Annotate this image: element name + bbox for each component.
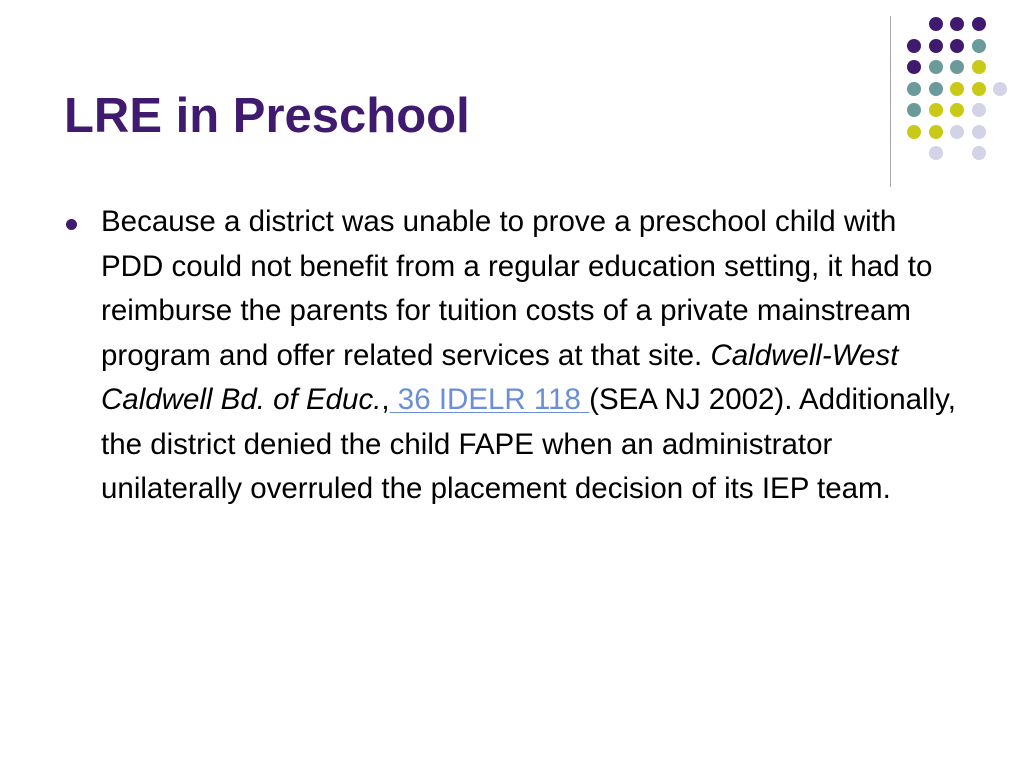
decorative-dot <box>929 103 943 117</box>
bullet-list <box>64 200 964 512</box>
decorative-dot <box>929 60 943 74</box>
decorative-dot <box>972 82 986 96</box>
decorative-dot <box>907 82 921 96</box>
decorative-dot <box>950 60 964 74</box>
decorative-dot <box>972 146 986 160</box>
case-comma: , <box>381 383 390 416</box>
decorative-dot <box>950 17 964 31</box>
decorative-dot <box>993 82 1007 96</box>
vertical-divider <box>890 16 891 187</box>
decorative-dot <box>950 39 964 53</box>
bullet-text-conclusion: (SEA NJ 2002). Additionally, the district denied the child FAPE when an administrator unilaterally overruled the placement decision of its IEP team. <box>101 383 956 505</box>
decorative-dot <box>907 39 921 53</box>
bullet-marker-icon <box>66 219 77 230</box>
decorative-dot <box>950 125 964 139</box>
decorative-dot <box>950 103 964 117</box>
bullet-item <box>64 200 964 512</box>
decorative-dot <box>929 125 943 139</box>
slide-title: LRE in Preschool <box>64 89 470 143</box>
citation-link[interactable]: 36 IDELR 118 <box>389 383 590 416</box>
decorative-dot <box>929 39 943 53</box>
decorative-dot <box>972 125 986 139</box>
decorative-dot <box>950 82 964 96</box>
decorative-dot <box>907 103 921 117</box>
decorative-dot <box>929 17 943 31</box>
decorative-dot <box>972 17 986 31</box>
bullet-text-intro: Because a district was unable to prove a preschool child with PDD could not benefit from a regular education setting, it had to reimburse the parents for tuition costs of a private mainstream program and offer related services at that site. <box>101 205 933 372</box>
decorative-dot <box>929 146 943 160</box>
decorative-dot <box>929 82 943 96</box>
decorative-dot <box>907 125 921 139</box>
decorative-dot <box>907 60 921 74</box>
case-name: Caldwell-West Caldwell Bd. of Educ. <box>101 338 899 416</box>
decorative-dot <box>972 103 986 117</box>
decorative-dot <box>972 60 986 74</box>
decorative-dot <box>972 39 986 53</box>
